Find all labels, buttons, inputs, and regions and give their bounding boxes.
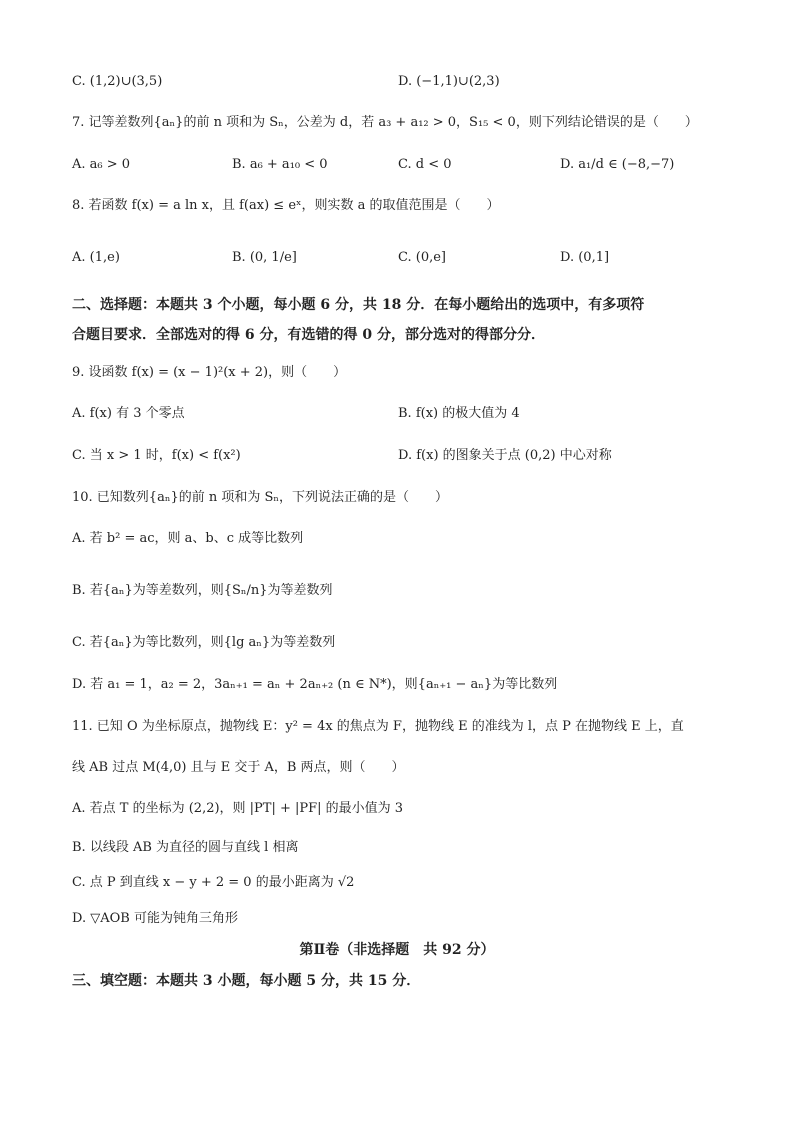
q11-option-a: A. 若点 T 的坐标为 (2,2)，则 |PT| + |PF| 的最小值为 3	[72, 801, 404, 816]
q7-option-d: D. a₁/d ∈ (−8,−7)	[560, 157, 675, 172]
q8-option-b: B. (0, 1/e]	[232, 250, 297, 265]
q10-option-d: D. 若 a₁ = 1，a₂ = 2，3aₙ₊₁ = aₙ + 2aₙ₊₂ (n ∈ N*)，则{aₙ₊₁ − aₙ}为等比数列	[72, 677, 558, 692]
q8-stem: 8. 若函数 f(x) = a ln x，且 f(ax) ≤ eˣ，则实数 a 的取值范围是（ ）	[72, 198, 500, 213]
q10-option-c: C. 若{aₙ}为等比数列，则{lg aₙ}为等差数列	[72, 635, 336, 650]
q9-option-a: A. f(x) 有 3 个零点	[72, 406, 185, 421]
part-2-title: 第Ⅱ卷（非选择题 共 92 分）	[299, 942, 495, 958]
q11-option-d: D. ▽AOB 可能为钝角三角形	[72, 911, 238, 926]
q6-option-c: C. (1,2)∪(3,5)	[72, 74, 163, 89]
q11-option-c: C. 点 P 到直线 x − y + 2 = 0 的最小距离为 √2	[72, 875, 355, 890]
q11-stem-line1: 11. 已知 O 为坐标原点，抛物线 E：y² = 4x 的焦点为 F，抛物线 E 的准线为 l，点 P 在抛物线 E 上，直	[72, 719, 684, 734]
q9-option-c: C. 当 x > 1 时，f(x) < f(x²)	[72, 448, 241, 463]
q8-option-a: A. (1,e)	[72, 250, 120, 265]
section-2-instructions: 合题目要求．全部选对的得 6 分，有选错的得 0 分，部分选对的得部分分．	[72, 327, 545, 343]
q7-option-a: A. a₆ > 0	[72, 157, 131, 172]
q6-option-d: D. (−1,1)∪(2,3)	[398, 74, 500, 89]
q9-option-b: B. f(x) 的极大值为 4	[398, 406, 520, 421]
q10-stem: 10. 已知数列{aₙ}的前 n 项和为 Sₙ，下列说法正确的是（ ）	[72, 490, 449, 505]
q7-option-b: B. a₆ + a₁₀ < 0	[232, 157, 328, 172]
section-2-heading: 二、选择题：本题共 3 个小题，每小题 6 分，共 18 分．在每小题给出的选项中，有多项符	[72, 297, 645, 313]
q9-stem: 9. 设函数 f(x) = (x − 1)²(x + 2)，则（ ）	[72, 365, 347, 380]
q9-option-d: D. f(x) 的图象关于点 (0,2) 中心对称	[398, 448, 612, 463]
q7-stem: 7. 记等差数列{aₙ}的前 n 项和为 Sₙ，公差为 d，若 a₃ + a₁₂ > 0，S₁₅ < 0，则下列结论错误的是（ ）	[72, 115, 698, 130]
q11-option-b: B. 以线段 AB 为直径的圆与直线 l 相离	[72, 840, 299, 855]
q8-option-d: D. (0,1]	[560, 250, 610, 265]
q10-option-b: B. 若{aₙ}为等差数列，则{Sₙ/n}为等差数列	[72, 583, 333, 598]
q7-option-c: C. d < 0	[398, 157, 452, 172]
q10-option-a: A. 若 b² = ac，则 a、b、c 成等比数列	[72, 531, 304, 546]
q11-stem-line2: 线 AB 过点 M(4,0) 且与 E 交于 A，B 两点，则（ ）	[72, 760, 405, 775]
section-3-heading: 三、填空题：本题共 3 小题，每小题 5 分，共 15 分．	[72, 973, 421, 989]
q8-option-c: C. (0,e]	[398, 250, 446, 265]
